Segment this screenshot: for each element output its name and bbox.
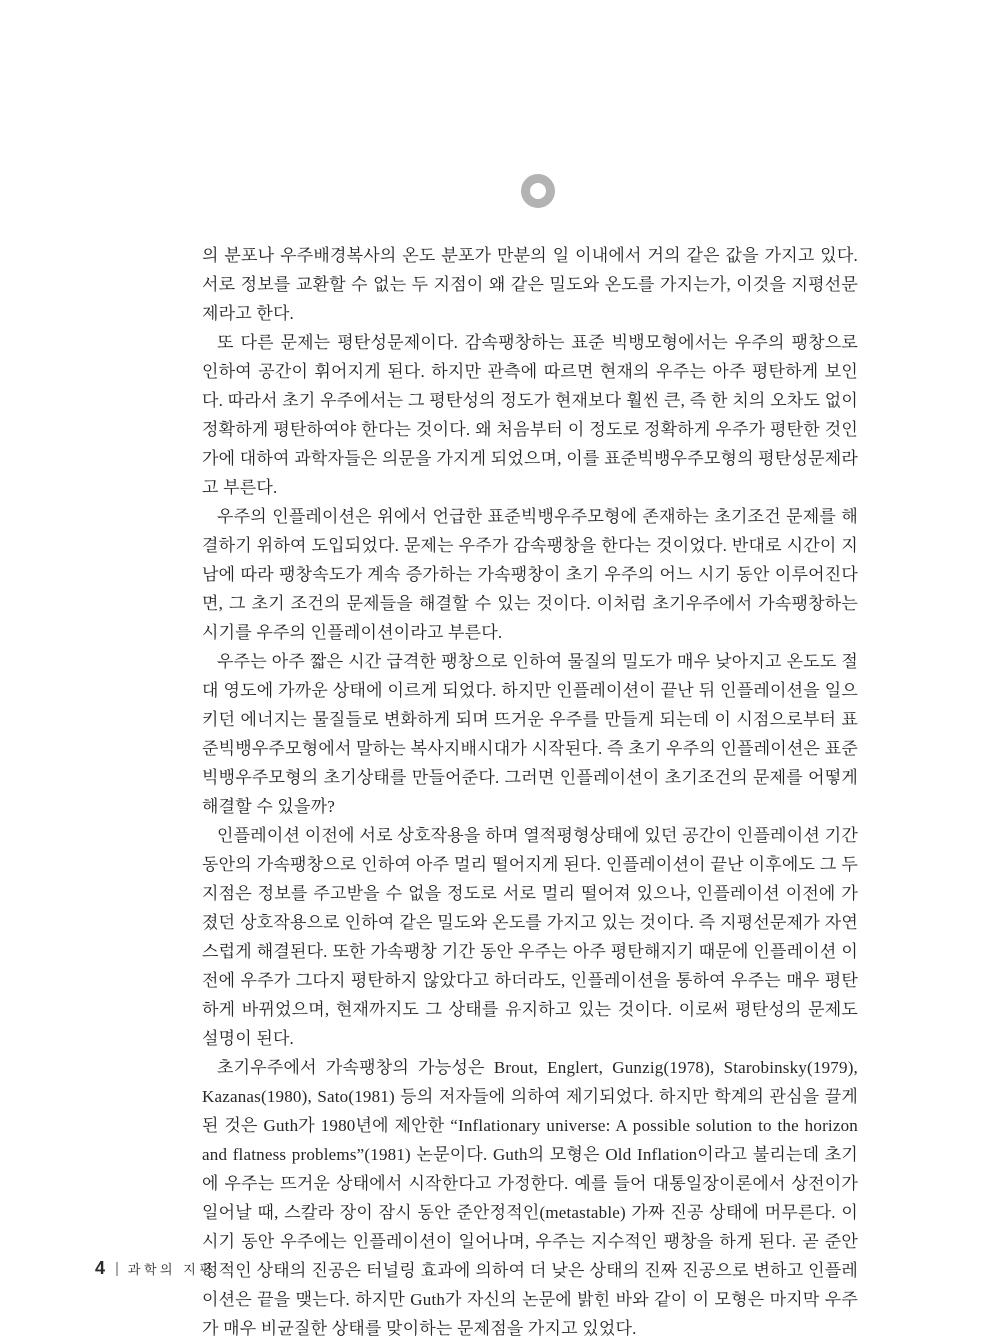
- book-title: 과학의 지평: [127, 1261, 216, 1277]
- paragraph-flatness-problem: 또 다른 문제는 평탄성문제이다. 감속팽창하는 표준 빅뱅모형에서는 우주의 팽창으로 인하여 공간이 휘어지게 된다. 하지만 관측에 따르면 현재의 우주는 아주 평탄하게 보인다. 따라서 초기 우주에서는 그 평탄성의 정도가 현재보다 훨씬 큰, 즉 한 치의 오차도 없이 정확하게 평탄하여야 한다는 것이다. 왜 처음부터 이 정도로 정확하게 우주가 평탄한 것인가에 대하여 과학자들은 의문을 가지게 되었으며, 이를 표준빅뱅우주모형의 평탄성문제라고 부른다.: [202, 333, 858, 497]
- paragraph-inflation-history: 초기우주에서 가속팽창의 가능성은 Brout, Englert, Gunzig(1978), Starobinsky(1979), Kazanas(1980), Sato(1981) 등의 저자들에 의하여 제기되었다. 하지만 학계의 관심을 끌게 된 것은 Guth가 1980년에 제안한 “Inflationary universe: A possible solution to the horizon and flatness problems”(1981) 논문이다. Guth의 모형은 Old Inflation이라고 불리는데 초기에 우주는 뜨거운 상태에서 시작한다고 가정한다. 예를 들어 대통일장이론에서 상전이가 일어날 때, 스칼라 장이 잠시 동안 준안정적인(metastable) 가짜 진공 상태에 머무른다. 이 시기 동안 우주에는 인플레이션이 일어나며, 우주는 지수적인 팽창을 하게 된다. 곧 준안정적인 상태의 진공은 터널링 효과에 의하여 더 낮은 상태의 진짜 진공으로 변하고 인플레이션은 끝을 맺는다. 하지만 Guth가 자신의 논문에 밝힌 바와 같이 이 모형은 마지막 우주가 매우 비균질한 상태를 맞이하는 문제점을 가지고 있었다.: [202, 1058, 858, 1338]
- page-footer: [95, 1257, 215, 1279]
- paragraph-problem-resolution: 인플레이션 이전에 서로 상호작용을 하며 열적평형상태에 있던 공간이 인플레이션 기간 동안의 가속팽창으로 인하여 아주 멀리 떨어지게 된다. 인플레이션이 끝난 이후에도 그 두 지점은 정보를 주고받을 수 없을 정도로 서로 멀리 떨어져 있으나, 인플레이션 이전에 가졌던 상호작용으로 인하여 같은 밀도와 온도를 가지고 있는 것이다. 즉 지평선문제가 자연스럽게 해결된다. 또한 가속팽창 기간 동안 우주는 아주 평탄해지기 때문에 인플레이션 이전에 우주가 그다지 평탄하지 않았다고 하더라도, 인플레이션을 통하여 우주는 매우 평탄하게 바뀌었으며, 현재까지도 그 상태를 유지하고 있는 것이다. 이로써 평탄성의 문제도 설명이 된다.: [202, 826, 858, 1048]
- page-number: 4: [95, 1258, 106, 1278]
- footer-separator: |: [115, 1259, 119, 1277]
- paragraph-horizon-problem: 의 분포나 우주배경복사의 온도 분포가 만분의 일 이내에서 거의 같은 값을 가지고 있다. 서로 정보를 교환할 수 없는 두 지점이 왜 같은 밀도와 온도를 가지는가, 이것을 지평선문제라고 한다.: [202, 246, 858, 323]
- article-body: [202, 241, 858, 1343]
- paragraph-inflation-intro: 우주의 인플레이션은 위에서 언급한 표준빅뱅우주모형에 존재하는 초기조건 문제를 해결하기 위하여 도입되었다. 문제는 우주가 감속팽창을 한다는 것이었다. 반대로 시간이 지남에 따라 팽창속도가 계속 증가하는 가속팽창이 초기 우주의 어느 시기 동안 이루어진다면, 그 초기 조건의 문제들을 해결할 수 있는 것이다. 이처럼 초기우주에서 가속팽창하는 시기를 우주의 인플레이션이라고 부른다.: [202, 507, 858, 642]
- paragraph-inflation-end-state: 우주는 아주 짧은 시간 급격한 팽창으로 인하여 물질의 밀도가 매우 낮아지고 온도도 절대 영도에 가까운 상태에 이르게 되었다. 하지만 인플레이션이 끝난 뒤 인플레이션을 일으키던 에너지는 물질들로 변화하게 되며 뜨거운 우주를 만들게 되는데 이 시점으로부터 표준빅뱅우주모형에서 말하는 복사지배시대가 시작된다. 즉 초기 우주의 인플레이션은 표준빅뱅우주모형의 초기상태를 만들어준다. 그러면 인플레이션이 초기조건의 문제를 어떻게 해결할 수 있을까?: [202, 652, 858, 816]
- ring-ornament-icon: [521, 174, 555, 208]
